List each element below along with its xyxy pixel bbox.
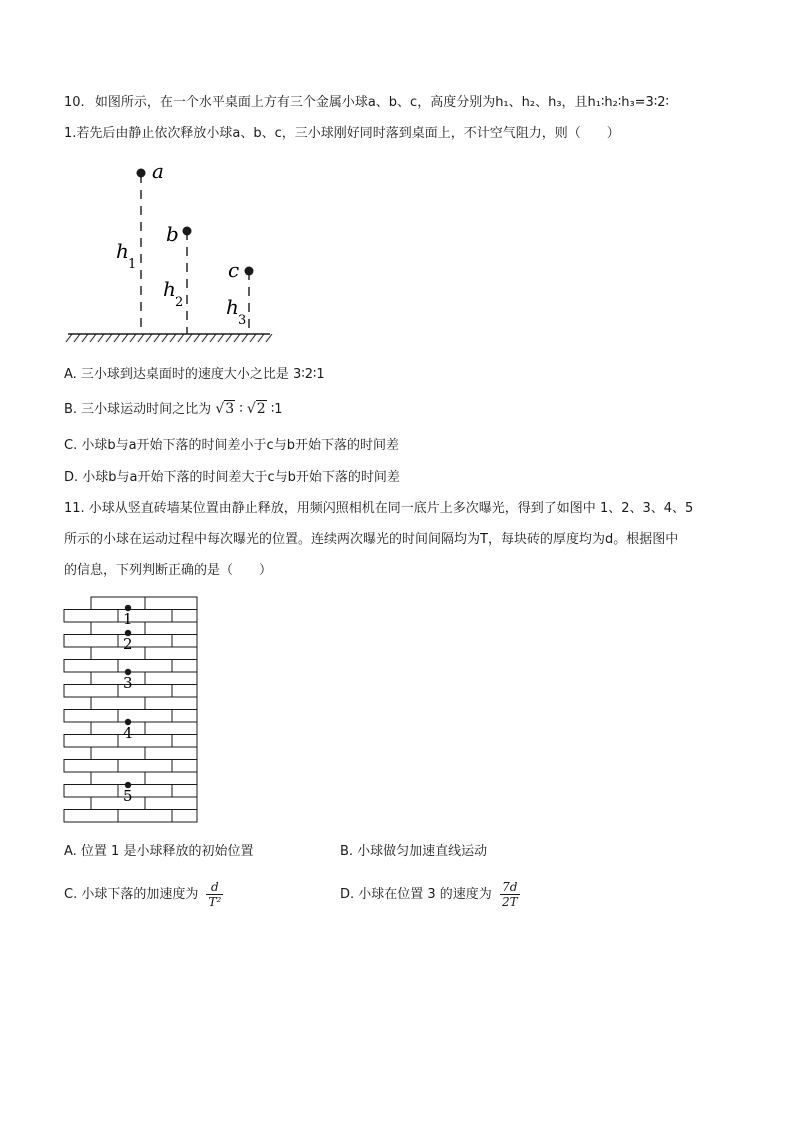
brick-row xyxy=(91,672,197,685)
q11-brick-wall-figure xyxy=(62,594,202,826)
brick-row xyxy=(64,810,197,823)
q11-option-b: B. 小球做匀加速直线运动 xyxy=(340,844,488,859)
exposure-label-3: 3 xyxy=(123,674,133,692)
ball-a-label: a xyxy=(152,159,164,183)
height-h3-subscript: 3 xyxy=(238,313,247,328)
q11-stem-line1: 11. 小球从竖直砖墙某位置由静止释放，用频闪照相机在同一底片上多次曝光，得到了如图中 1、2、3、4、5 xyxy=(64,501,694,516)
q11-option-a: A. 位置 1 是小球释放的初始位置 xyxy=(64,844,254,859)
ball-b-label: b xyxy=(166,222,179,246)
q10-stem-text1: 如图所示，在一个水平桌面上方有三个金属小球a、b、c，高度分别为h₁、h₂、h₃，且h₁∶h₂∶h₃=3∶2∶ xyxy=(94,95,669,110)
q10-option-b xyxy=(64,400,282,419)
velocity-fraction: $\frac{7d}{2T}$ xyxy=(501,880,518,909)
height-h3-label: h xyxy=(226,295,239,319)
height-h1-subscript: 1 xyxy=(128,257,137,272)
ball-a xyxy=(137,169,146,178)
brick-row xyxy=(91,647,197,660)
q10-stem-line2: 1.若先后由静止依次释放小球a、b、c，三小球刚好同时落到桌面上，不计空气阻力，则（ ） xyxy=(64,126,620,141)
ball-c xyxy=(245,267,254,276)
q10-option-c: C. 小球b与a开始下落的时间差小于c与b开始下落的时间差 xyxy=(64,438,399,453)
exposure-label-4: 4 xyxy=(123,724,133,742)
brick-row xyxy=(91,622,197,635)
exposure-label-1: 1 xyxy=(123,610,133,628)
brick-row xyxy=(91,697,197,710)
table-hatching xyxy=(66,334,272,342)
ball-c-label: c xyxy=(228,258,240,282)
brick-row xyxy=(91,797,197,810)
exposure-label-2: 2 xyxy=(123,635,133,653)
brick-row xyxy=(91,722,197,735)
exposure-label-5: 5 xyxy=(123,787,133,805)
q10-number: 10. xyxy=(64,95,85,110)
brick-row xyxy=(64,760,197,773)
height-h2-label: h xyxy=(163,277,176,301)
q11-option-d-prefix: D. 小球在位置 3 的速度为 xyxy=(340,887,492,902)
q11-stem-line3: 的信息，下列判断正确的是（ ） xyxy=(64,563,273,578)
q10-option-b-tail: ∶1 xyxy=(270,402,283,417)
sqrt-2: √2 xyxy=(246,401,266,417)
q10-stem-line1 xyxy=(64,94,669,112)
brick-row xyxy=(91,747,197,760)
ball-b xyxy=(183,227,192,236)
q10-figure xyxy=(60,158,290,348)
height-h2-subscript: 2 xyxy=(175,295,184,310)
sqrt-3: √3 xyxy=(215,401,235,417)
q10-option-b-sep: ∶ xyxy=(239,402,243,417)
acceleration-fraction: $\frac{d}{\text{T²}}$ xyxy=(208,880,222,909)
q10-option-a: A. 三小球到达桌面时的速度大小之比是 3∶2∶1 xyxy=(64,367,325,382)
q11-option-c xyxy=(64,880,223,909)
q11-option-c-prefix: C. 小球下落的加速度为 xyxy=(64,887,199,902)
q11-stem-line2: 所示的小球在运动过程中每次曝光的位置。连续两次曝光的时间间隔均为T，每块砖的厚度均为d。根据图中 xyxy=(64,532,679,547)
q11-option-d xyxy=(340,880,520,909)
brick-row xyxy=(91,597,197,610)
brick-row xyxy=(91,772,197,785)
height-h1-label: h xyxy=(116,239,129,263)
q10-option-b-prefix: B. 三小球运动时间之比为 xyxy=(64,402,212,417)
q10-option-d: D. 小球b与a开始下落的时间差大于c与b开始下落的时间差 xyxy=(64,470,400,485)
